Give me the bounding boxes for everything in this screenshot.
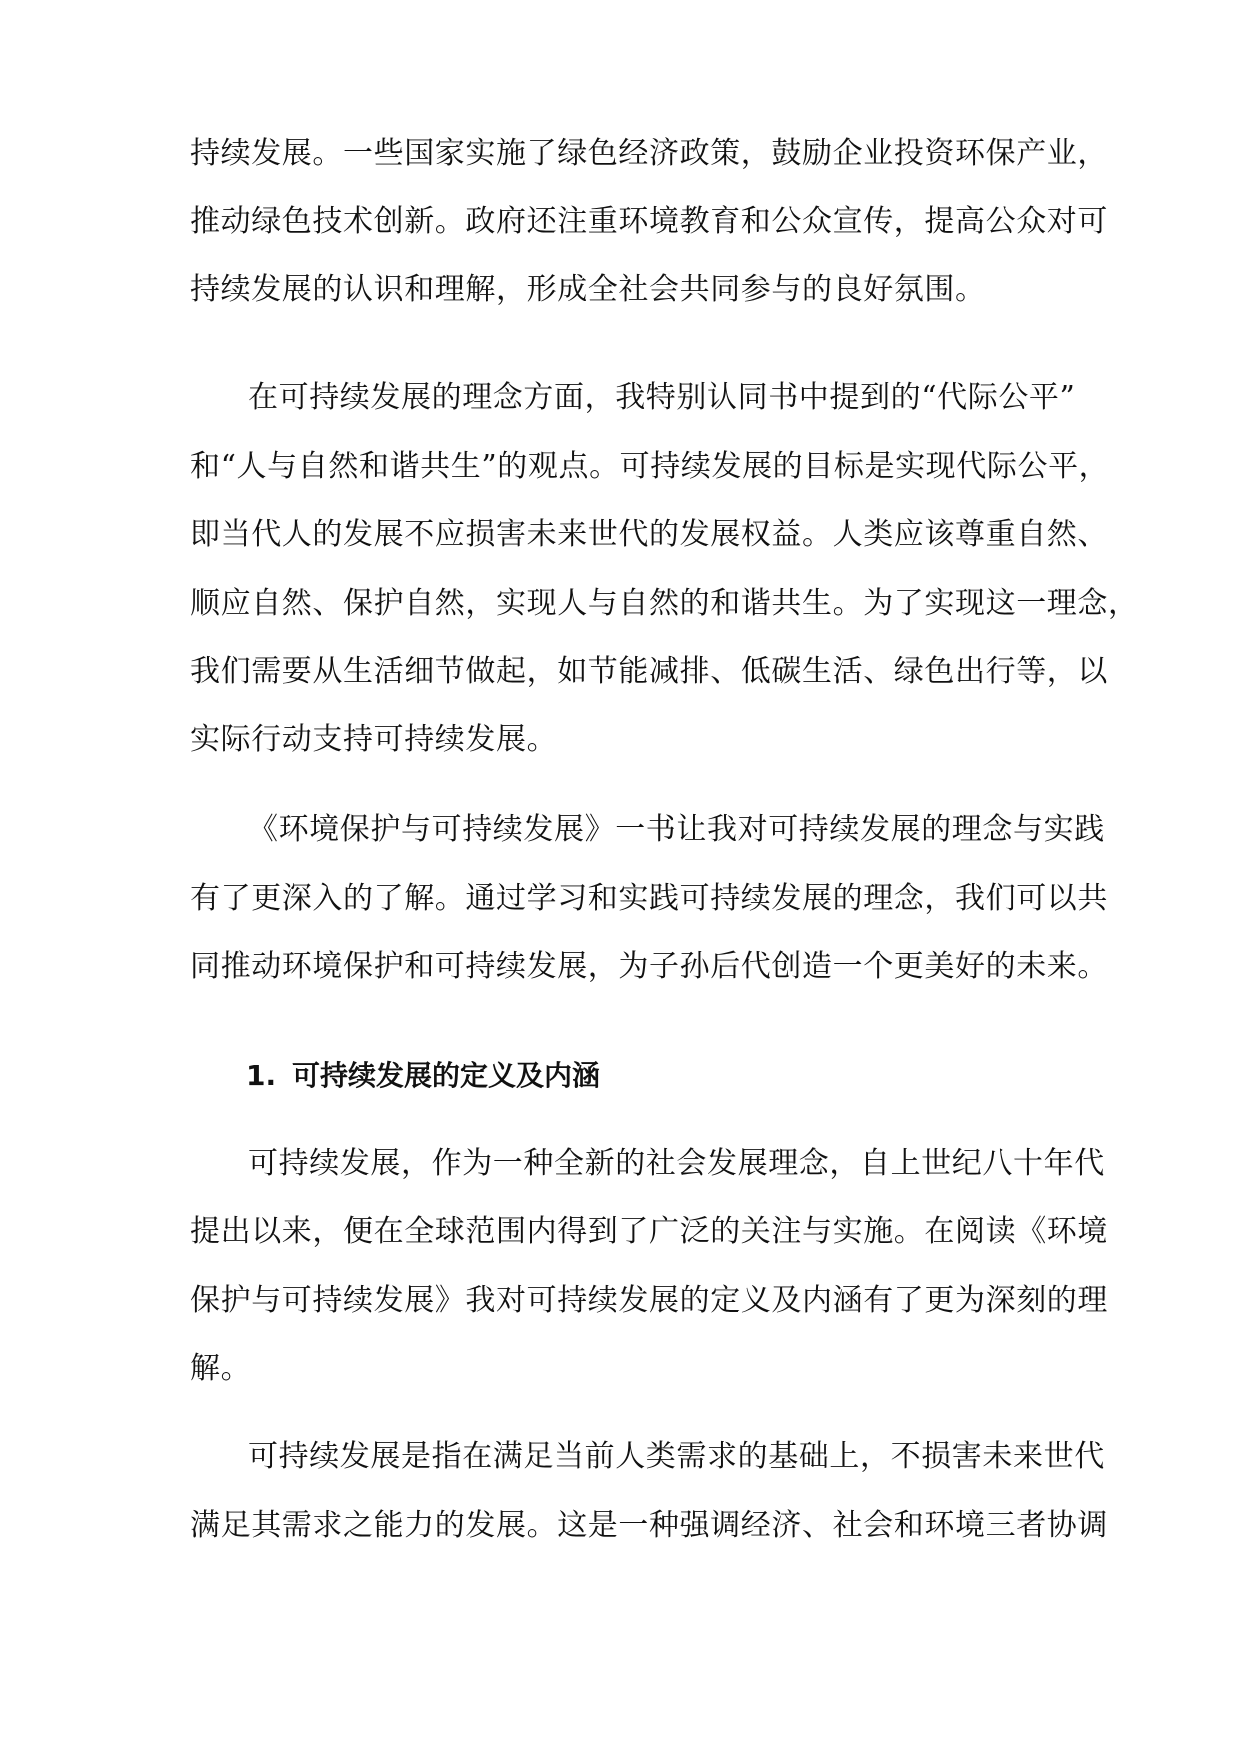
paragraph-1-line-3: 持续发展的认识和理解，形成全社会共同参与的良好氛围。 [190, 272, 986, 307]
paragraph-2-line-2: 和“人与自然和谐共生”的观点。可持续发展的目标是实现代际公平， [190, 449, 1110, 484]
paragraph-3-line-2: 有了更深入的了解。通过学习和实践可持续发展的理念，我们可以共 [190, 881, 1108, 916]
section-heading-number: 1. [246, 1059, 277, 1092]
section-heading [246, 1056, 600, 1096]
section-heading-title: 可持续发展的定义及内涵 [292, 1059, 601, 1092]
paragraph-5-line-2: 满足其需求之能力的发展。这是一种强调经济、社会和环境三者协调 [190, 1508, 1108, 1543]
paragraph-2-line-5: 我们需要从生活细节做起，如节能减排、低碳生活、绿色出行等，以 [190, 654, 1108, 689]
paragraph-2-line-4: 顺应自然、保护自然，实现人与自然的和谐共生。为了实现这一理念， [190, 586, 1139, 621]
paragraph-2-line-6: 实际行动支持可持续发展。 [190, 722, 558, 757]
paragraph-4-line-2: 提出以来，便在全球范围内得到了广泛的关注与实施。在阅读《环境 [190, 1214, 1108, 1249]
paragraph-2-line-3: 即当代人的发展不应损害未来世代的发展权益。人类应该尊重自然、 [190, 517, 1108, 552]
paragraph-1-line-1: 持续发展。一些国家实施了绿色经济政策，鼓励企业投资环保产业， [190, 136, 1108, 171]
paragraph-2-line-1: 在可持续发展的理念方面，我特别认同书中提到的“代际公平” [248, 380, 1076, 415]
paragraph-3-line-3: 同推动环境保护和可持续发展，为子孙后代创造一个更美好的未来。 [190, 949, 1108, 984]
paragraph-1-line-2: 推动绿色技术创新。政府还注重环境教育和公众宣传，提高公众对可 [190, 204, 1108, 239]
paragraph-4-line-3: 保护与可持续发展》我对可持续发展的定义及内涵有了更为深刻的理 [190, 1283, 1108, 1318]
paragraph-5-line-1: 可持续发展是指在满足当前人类需求的基础上，不损害未来世代 [248, 1439, 1105, 1474]
paragraph-3-line-1: 《环境保护与可持续发展》一书让我对可持续发展的理念与实践 [248, 812, 1105, 847]
paragraph-4-line-4: 解。 [190, 1351, 252, 1386]
paragraph-4-line-1: 可持续发展，作为一种全新的社会发展理念，自上世纪八十年代 [248, 1146, 1105, 1181]
